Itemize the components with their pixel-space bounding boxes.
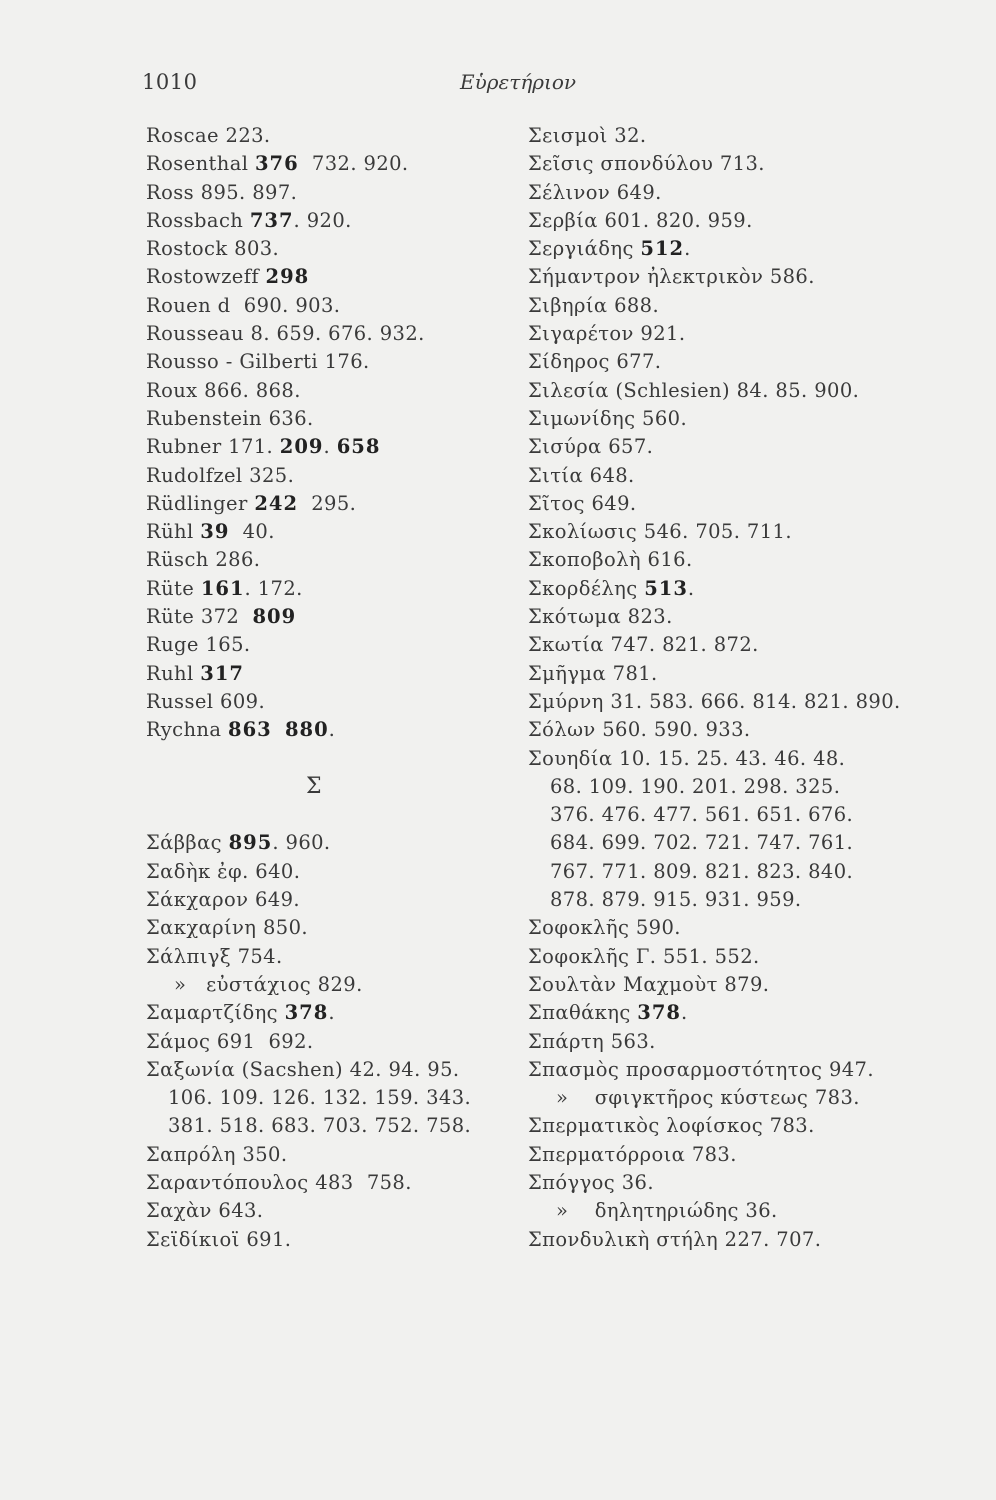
entry-text: . 960.: [272, 831, 331, 855]
entry-text: Σάλπιγξ 754.: [146, 944, 283, 968]
index-entry: [146, 943, 516, 971]
index-entry: [146, 518, 516, 546]
index-entry: [528, 943, 968, 971]
entry-text: Σπερματόρροια 783.: [528, 1142, 737, 1166]
entry-text: Σιλεσία (Schlesien) 84. 85. 900.: [528, 378, 860, 402]
index-entry: [528, 971, 968, 999]
index-entry: [146, 999, 516, 1027]
entry-text: Σόλων 560. 590. 933.: [528, 718, 751, 742]
entry-text: Rüte: [146, 576, 201, 600]
index-entry: [146, 1056, 516, 1084]
entry-text: Σαραντόπουλος 483 758.: [146, 1170, 412, 1194]
page-ref-bold: 161: [200, 576, 245, 600]
entry-text: Σπασμὸς προσαρμοστότητος 947.: [528, 1057, 874, 1081]
entry-text: 40.: [229, 520, 275, 544]
page-ref-bold: 378: [637, 1001, 681, 1025]
entry-text: 68. 109. 190. 201. 298. 325.: [550, 774, 841, 798]
index-entry: [146, 179, 516, 207]
entry-text: Σοφοκλῆς 590.: [528, 916, 681, 940]
entry-text: Σακχαρίνη 850.: [146, 916, 308, 940]
index-entry: [528, 433, 968, 461]
index-entry: [146, 292, 516, 320]
index-entry: [528, 546, 968, 574]
index-column-left: [146, 122, 516, 1254]
index-entry: [146, 1028, 516, 1056]
entry-text: Σμύρνη 31. 583. 666. 814. 821. 890.: [528, 689, 901, 713]
index-entry: [528, 405, 968, 433]
index-entry: [528, 377, 968, 405]
entry-text: Rüte 372: [146, 605, 253, 629]
index-entry: [146, 1226, 516, 1254]
index-entry: [146, 1084, 516, 1112]
entry-text: Rubenstein 636.: [146, 406, 314, 430]
index-entry: [528, 660, 968, 688]
entry-text: Σπάρτη 563.: [528, 1029, 656, 1053]
index-entry: [528, 631, 968, 659]
page-ref-bold: 809: [252, 605, 297, 629]
entry-text: Rudolfzel 325.: [146, 463, 295, 487]
index-entry: [146, 348, 516, 376]
index-entry: [528, 603, 968, 631]
entry-text: Σέλινον 649.: [528, 180, 662, 204]
entry-text: Σκολίωσις 546. 705. 711.: [528, 520, 792, 544]
entry-text: Σάββας: [146, 831, 229, 855]
index-entry: [528, 914, 968, 942]
index-entry: [528, 1197, 968, 1225]
entry-text: Rosenthal: [146, 152, 255, 176]
index-entry: [146, 1112, 516, 1140]
page-ref-bold: 378: [284, 1001, 329, 1025]
entry-text: 767. 771. 809. 821. 823. 840.: [550, 859, 854, 883]
index-entry: [528, 490, 968, 518]
page-ref-bold: 513: [644, 576, 688, 600]
index-entry: [146, 603, 516, 631]
page-ref-bold: 376: [254, 152, 299, 176]
index-entry: [146, 377, 516, 405]
entry-text: Ruhl: [146, 661, 201, 685]
entry-text: Ruge 165.: [146, 633, 251, 657]
entry-text: Rossbach: [146, 208, 250, 232]
index-entry: [528, 518, 968, 546]
index-entry: [146, 433, 516, 461]
index-entry: [528, 1028, 968, 1056]
index-entry: [146, 235, 516, 263]
page-ref-bold: 658: [336, 435, 381, 459]
page-number: 1010: [142, 70, 198, 94]
index-entry: [528, 858, 968, 886]
index-entry: [528, 122, 968, 150]
index-entry: [528, 745, 968, 773]
page-ref-bold: 39: [200, 520, 230, 544]
entry-text: Rousso - Gilberti 176.: [146, 350, 370, 374]
entry-text: Σιμωνίδης 560.: [528, 406, 688, 430]
index-entry: [146, 575, 516, 603]
entry-text: .: [681, 1001, 688, 1025]
index-entry: [146, 150, 516, 178]
index-entry: [146, 688, 516, 716]
entry-text: .: [323, 435, 337, 459]
index-entry: [528, 235, 968, 263]
index-entry: [146, 1197, 516, 1225]
index-entry: [528, 1141, 968, 1169]
index-entry: [146, 263, 516, 291]
index-entry: [528, 829, 968, 857]
index-entry: [528, 292, 968, 320]
index-entry: [528, 1056, 968, 1084]
page-ref-bold: 242: [254, 491, 299, 515]
entry-text: Σκότωμα 823.: [528, 605, 673, 629]
entry-text: » δηλητηριώδης 36.: [556, 1199, 778, 1223]
entry-text: » σφιγκτῆρος κύστεως 783.: [556, 1086, 860, 1110]
index-entry: [528, 462, 968, 490]
index-entry: [528, 1084, 968, 1112]
index-entry: [146, 405, 516, 433]
entry-text: 684. 699. 702. 721. 747. 761.: [550, 831, 854, 855]
entry-text: Σκορδέλης: [528, 576, 645, 600]
entry-text: Rychna: [146, 718, 229, 742]
page-ref-bold: 863: [228, 718, 272, 742]
entry-text: Σ: [306, 773, 322, 799]
index-entry: [146, 914, 516, 942]
entry-text: 381. 518. 683. 703. 752. 758.: [168, 1114, 472, 1138]
page-ref-bold: 317: [200, 661, 244, 685]
page-ref-bold: 895: [228, 831, 273, 855]
entry-text: Σάμος 691 692.: [146, 1029, 314, 1053]
entry-text: Σουλτὰν Μαχμοὺτ 879.: [528, 972, 770, 996]
entry-text: Rüdlinger: [146, 491, 255, 515]
entry-text: Σπαθάκης: [528, 1001, 638, 1025]
entry-text: Σεῖσις σπονδύλου 713.: [528, 152, 765, 176]
entry-text: . 172.: [244, 576, 303, 600]
entry-text: Σιγαρέτον 921.: [528, 322, 686, 346]
index-entry: [146, 207, 516, 235]
entry-text: .: [328, 1001, 335, 1025]
entry-text: Σαχὰν 643.: [146, 1199, 264, 1223]
entry-text: Σπονδυλικὴ στήλη 227. 707.: [528, 1227, 822, 1251]
entry-text: 106. 109. 126. 132. 159. 343.: [168, 1086, 472, 1110]
entry-text: Roscae 223.: [146, 124, 271, 147]
entry-text: Rousseau 8. 659. 676. 932.: [146, 322, 425, 346]
page-ref-bold: 880: [284, 718, 329, 742]
index-entry: [528, 1226, 968, 1254]
page-ref-bold: 737: [249, 208, 294, 232]
entry-text: Σεισμοὶ 32.: [528, 124, 647, 147]
entry-text: 295.: [298, 491, 357, 515]
page-ref-bold: 209: [279, 435, 324, 459]
index-entry: [146, 858, 516, 886]
entry-text: .: [328, 718, 336, 742]
entry-text: .: [684, 237, 691, 261]
entry-text: .: [687, 576, 695, 600]
index-entry: [146, 829, 516, 857]
entry-text: [272, 718, 285, 741]
index-column-right: [528, 122, 968, 1254]
index-entry: [528, 999, 968, 1027]
entry-text: Russel 609.: [146, 689, 266, 713]
entry-text: 878. 879. 915. 931. 959.: [550, 888, 802, 912]
entry-text: Σεϊδίκιοϊ 691.: [146, 1227, 292, 1251]
section-letter-heading: [146, 745, 516, 830]
entry-text: Rüsch 286.: [146, 548, 261, 572]
index-entry: [146, 716, 516, 744]
index-entry: [528, 320, 968, 348]
index-entry: [528, 207, 968, 235]
entry-text: . 920.: [293, 208, 352, 232]
index-entry: [146, 631, 516, 659]
entry-text: Σισύρα 657.: [528, 435, 654, 459]
entry-text: Rouen d 690. 903.: [146, 293, 341, 317]
entry-text: Σαμαρτζίδης: [146, 1001, 285, 1025]
running-title: Εὑρετήριον: [460, 70, 577, 94]
entry-text: 376. 476. 477. 561. 651. 676.: [550, 803, 854, 827]
entry-text: Σπερματικὸς λοφίσκος 783.: [528, 1114, 815, 1138]
index-entry: [146, 122, 516, 150]
entry-text: Rühl: [146, 520, 201, 544]
entry-text: Rubner 171.: [146, 435, 280, 459]
entry-text: Σήμαντρον ἠλεκτρικὸν 586.: [528, 265, 815, 289]
entry-text: Σαξωνία (Sacshen) 42. 94. 95.: [146, 1057, 460, 1081]
entry-text: Σπόγγος 36.: [528, 1170, 654, 1194]
entry-text: Σερβία 601. 820. 959.: [528, 208, 753, 232]
index-entry: [528, 263, 968, 291]
entry-text: Σαδὴκ ἐφ. 640.: [146, 859, 301, 883]
entry-text: Ross 895. 897.: [146, 180, 298, 204]
entry-text: Σκοποβολὴ 616.: [528, 548, 693, 572]
index-entry: [146, 490, 516, 518]
entry-text: Σαπρόλη 350.: [146, 1142, 288, 1166]
entry-text: Σίδηρος 677.: [528, 350, 662, 374]
page-ref-bold: 512: [640, 237, 685, 261]
entry-text: Rostock 803.: [146, 237, 280, 261]
index-entry: [146, 546, 516, 574]
index-entry: [146, 971, 516, 999]
entry-text: Σῖτος 649.: [528, 491, 637, 515]
entry-text: Σιτία 648.: [528, 463, 635, 487]
index-entry: [146, 1141, 516, 1169]
entry-text: Roux 866. 868.: [146, 378, 301, 402]
entry-text: Σάκχαρον 649.: [146, 888, 301, 912]
index-entry: [528, 1112, 968, 1140]
index-entry: [528, 179, 968, 207]
index-entry: [528, 348, 968, 376]
entry-text: Σιβηρία 688.: [528, 293, 660, 317]
index-entry: [146, 462, 516, 490]
entry-text: Σκωτία 747. 821. 872.: [528, 633, 759, 657]
entry-text: Σμῆγμα 781.: [528, 661, 658, 685]
page-ref-bold: 298: [265, 265, 310, 289]
index-entry: [528, 1169, 968, 1197]
entry-text: 732. 920.: [298, 152, 409, 176]
entry-text: Rostowzeff: [146, 265, 266, 289]
index-entry: [146, 660, 516, 688]
index-entry: [146, 320, 516, 348]
entry-text: Σεργιάδης: [528, 237, 641, 261]
index-entry: [146, 1169, 516, 1197]
entry-text: » εὐστάχιος 829.: [174, 972, 363, 996]
index-entry: [528, 688, 968, 716]
entry-text: Σοφοκλῆς Γ. 551. 552.: [528, 944, 760, 968]
index-entry: [528, 801, 968, 829]
index-entry: [528, 716, 968, 744]
index-entry: [528, 575, 968, 603]
entry-text: Σουηδία 10. 15. 25. 43. 46. 48.: [528, 746, 846, 770]
index-entry: [528, 150, 968, 178]
index-entry: [146, 886, 516, 914]
index-entry: [528, 773, 968, 801]
index-entry: [528, 886, 968, 914]
